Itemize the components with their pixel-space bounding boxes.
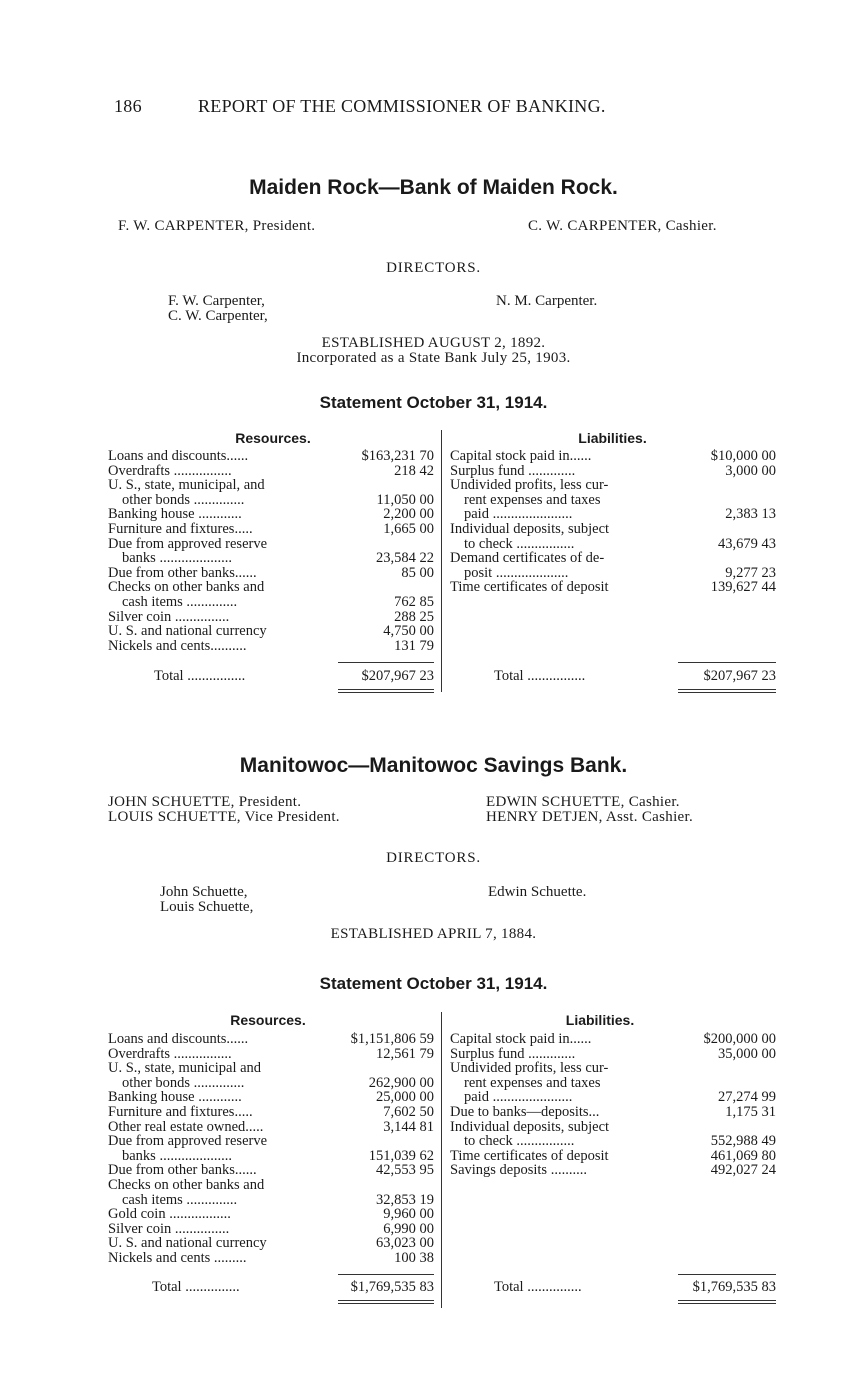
ledger-item-label: Other real estate owned..... [108, 1118, 264, 1135]
ledger-item-label: Overdrafts ................ [108, 462, 232, 479]
total-double-rule [338, 692, 434, 693]
ledger-item-label: Banking house ............ [108, 1089, 242, 1106]
directors-heading: DIRECTORS. [386, 260, 481, 276]
ledger-row [108, 449, 434, 464]
incorporated-line: Incorporated as a State Bank July 25, 1903. [296, 350, 571, 366]
ledger-item-amount: 139,627 44 [710, 579, 776, 596]
page-number: 186 [114, 96, 142, 116]
total-double-rule [338, 1300, 434, 1301]
ledger-row [108, 1178, 434, 1193]
ledger-row [108, 610, 434, 625]
column-divider [441, 1012, 442, 1308]
ledger-item-label: Savings deposits .......... [450, 1162, 587, 1179]
resources-heading: Resources. [235, 430, 311, 446]
director-name: F. W. Carpenter, [168, 293, 265, 309]
ledger-item-amount: $163,231 70 [361, 448, 434, 464]
ledger-item-label: Time certificates of deposit [450, 1147, 609, 1164]
ledger-row [108, 464, 434, 479]
ledger-row [108, 478, 434, 493]
resources-heading: Resources. [230, 1012, 306, 1028]
officer-president: F. W. CARPENTER, President. [118, 218, 316, 234]
ledger-item-amount: 762 85 [394, 593, 434, 610]
total-double-rule [678, 689, 776, 690]
ledger-row [108, 1207, 434, 1222]
ledger-row [450, 1120, 776, 1135]
liabilities-total-label: Total ............... [494, 1279, 582, 1295]
ledger-item-amount: 1,665 00 [383, 520, 434, 537]
liabilities-list [450, 1032, 776, 1178]
ledger-row [108, 1105, 434, 1120]
ledger-row [450, 1134, 776, 1149]
ledger-row [108, 1149, 434, 1164]
liabilities-heading: Liabilities. [578, 430, 647, 446]
officer-cashier: C. W. CARPENTER, Cashier. [528, 218, 717, 234]
ledger-item-label: Overdrafts ................ [108, 1045, 232, 1062]
ledger-row [108, 1236, 434, 1251]
ledger-item-amount: $10,000 00 [710, 448, 776, 464]
ledger-item-amount: 3,144 81 [383, 1118, 434, 1135]
liabilities-heading: Liabilities. [565, 1012, 635, 1028]
director-name: C. W. Carpenter, [168, 308, 268, 324]
ledger-row [108, 1251, 434, 1266]
established-line: ESTABLISHED AUGUST 2, 1892. [321, 335, 546, 351]
ledger-row [450, 551, 776, 566]
officer-asst-cashier: HENRY DETJEN, Asst. Cashier. [486, 809, 694, 825]
total-rule [678, 662, 776, 663]
ledger-item-label: Due from approved reserve [108, 1133, 268, 1150]
ledger-item-amount: 262,900 00 [368, 1074, 434, 1091]
ledger-item-label: posit .................... [464, 564, 569, 581]
ledger-item-label: Due from other banks...... [108, 1162, 257, 1179]
ledger-row [450, 566, 776, 581]
bank-title: Manitowoc—Manitowoc Savings Bank. [239, 754, 628, 777]
statement-title: Statement October 31, 1914. [319, 393, 548, 412]
ledger-item-label: paid ...................... [464, 506, 573, 523]
ledger-row [108, 1047, 434, 1062]
ledger-item-amount: 35,000 00 [718, 1045, 776, 1062]
ledger-item-label: Undivided profits, less cur- [450, 1060, 609, 1077]
liabilities-total-amount: $207,967 23 [703, 668, 776, 684]
ledger-row [108, 1076, 434, 1091]
ledger-item-label: U. S. and national currency [108, 623, 267, 640]
ledger-item-label: banks .................... [122, 1147, 232, 1164]
ledger-row [450, 1105, 776, 1120]
ledger-item-label: Demand certificates of de- [450, 550, 605, 567]
established-line: ESTABLISHED APRIL 7, 1884. [330, 926, 537, 942]
ledger-item-label: Banking house ............ [108, 506, 242, 523]
total-rule [338, 1274, 434, 1275]
ledger-item-amount: 27,274 99 [718, 1089, 776, 1106]
total-rule [338, 662, 434, 663]
ledger-item-amount: 63,023 00 [376, 1235, 434, 1252]
ledger-row [450, 449, 776, 464]
ledger-item-amount: 25,000 00 [376, 1089, 434, 1106]
ledger-item-amount: 100 38 [394, 1249, 434, 1266]
director-name: John Schuette, [160, 884, 248, 900]
ledger-item-label: Silver coin ............... [108, 1220, 230, 1237]
resources-total-amount: $1,769,535 83 [350, 1279, 434, 1295]
ledger-item-amount: $1,151,806 59 [350, 1031, 434, 1047]
ledger-row [450, 507, 776, 522]
ledger-item-amount: 2,200 00 [383, 506, 434, 523]
ledger-item-label: Due from approved reserve [108, 535, 268, 552]
ledger-row [108, 624, 434, 639]
ledger-item-label: Gold coin ................. [108, 1206, 231, 1223]
ledger-row [108, 1163, 434, 1178]
ledger-item-amount: 131 79 [394, 637, 434, 654]
total-double-rule [678, 1300, 776, 1301]
officer-cashier: EDWIN SCHUETTE, Cashier. [486, 794, 680, 810]
total-double-rule [678, 1303, 776, 1304]
total-double-rule [338, 1303, 434, 1304]
ledger-item-label: Due to banks—deposits... [450, 1103, 600, 1120]
ledger-item-amount: 42,553 95 [376, 1162, 434, 1179]
ledger-item-label: rent expenses and taxes [464, 491, 601, 508]
ledger-row [450, 493, 776, 508]
ledger-row [108, 1120, 434, 1135]
ledger-item-label: other bonds .............. [122, 491, 245, 508]
bank-title: Maiden Rock—Bank of Maiden Rock. [249, 176, 618, 199]
ledger-row [108, 580, 434, 595]
ledger-item-label: Capital stock paid in...... [450, 448, 592, 464]
ledger-item-label: Individual deposits, subject [450, 1118, 610, 1135]
ledger-item-label: rent expenses and taxes [464, 1074, 601, 1091]
ledger-item-amount: 218 42 [394, 462, 434, 479]
running-title: REPORT OF THE COMMISSIONER OF BANKING. [198, 96, 606, 116]
ledger-item-label: Loans and discounts...... [108, 1031, 249, 1047]
director-name: Louis Schuette, [160, 899, 254, 915]
resources-total-label: Total ................ [154, 668, 246, 684]
ledger-item-label: Nickels and cents.......... [108, 637, 247, 654]
ledger-item-amount: 7,602 50 [383, 1103, 434, 1120]
statement-title: Statement October 31, 1914. [319, 974, 548, 993]
officer-vice-president: LOUIS SCHUETTE, Vice President. [108, 809, 340, 825]
ledger-row [108, 1193, 434, 1208]
ledger-row [108, 1061, 434, 1076]
ledger-row [108, 493, 434, 508]
ledger-row [450, 1047, 776, 1062]
ledger-item-label: Checks on other banks and [108, 579, 265, 596]
ledger-row [108, 1032, 434, 1047]
ledger-item-label: U. S., state, municipal and [108, 1060, 262, 1077]
officer-president: JOHN SCHUETTE, President. [108, 794, 302, 810]
ledger-item-label: Loans and discounts...... [108, 448, 249, 464]
ledger-row [450, 580, 776, 595]
ledger-row [108, 551, 434, 566]
ledger-row [108, 537, 434, 552]
ledger-item-amount: 461,069 80 [710, 1147, 776, 1164]
ledger-row [450, 478, 776, 493]
ledger-item-amount: 85 00 [401, 564, 434, 581]
ledger-item-label: Nickels and cents ......... [108, 1249, 247, 1266]
ledger-item-label: to check ................ [464, 1133, 575, 1150]
ledger-row [450, 522, 776, 537]
ledger-item-label: Surplus fund ............. [450, 1045, 576, 1062]
liabilities-list [450, 449, 776, 595]
ledger-row [108, 522, 434, 537]
column-divider [441, 430, 442, 692]
ledger-row [108, 507, 434, 522]
ledger-item-label: Capital stock paid in...... [450, 1031, 592, 1047]
ledger-item-amount: $200,000 00 [703, 1031, 776, 1047]
ledger-item-amount: 6,990 00 [383, 1220, 434, 1237]
ledger-row [108, 639, 434, 654]
ledger-item-amount: 23,584 22 [376, 550, 434, 567]
ledger-row [108, 595, 434, 610]
ledger-item-amount: 288 25 [394, 608, 434, 625]
ledger-item-amount: 151,039 62 [368, 1147, 434, 1164]
resources-list [108, 1032, 434, 1266]
ledger-row [450, 1149, 776, 1164]
directors-heading: DIRECTORS. [386, 850, 481, 866]
resources-total-amount: $207,967 23 [361, 668, 434, 684]
ledger-item-label: Checks on other banks and [108, 1176, 265, 1193]
ledger-row [108, 566, 434, 581]
ledger-item-label: U. S., state, municipal, and [108, 477, 265, 494]
ledger-row [450, 1032, 776, 1047]
ledger-row [450, 1090, 776, 1105]
ledger-row [450, 1163, 776, 1178]
ledger-item-label: Silver coin ............... [108, 608, 230, 625]
ledger-row [108, 1222, 434, 1237]
ledger-row [450, 464, 776, 479]
ledger-item-label: to check ................ [464, 535, 575, 552]
ledger-item-amount: 492,027 24 [710, 1162, 776, 1179]
ledger-item-amount: 9,277 23 [725, 564, 776, 581]
ledger-item-label: cash items .............. [122, 593, 238, 610]
liabilities-total-amount: $1,769,535 83 [692, 1279, 776, 1295]
ledger-item-label: Individual deposits, subject [450, 520, 610, 537]
ledger-row [108, 1090, 434, 1105]
total-rule [678, 1274, 776, 1275]
ledger-item-label: Furniture and fixtures..... [108, 520, 253, 537]
ledger-item-label: paid ...................... [464, 1089, 573, 1106]
ledger-item-amount: 3,000 00 [725, 462, 776, 479]
ledger-item-amount: 4,750 00 [383, 623, 434, 640]
ledger-item-amount: 1,175 31 [725, 1103, 776, 1120]
ledger-item-amount: 2,383 13 [725, 506, 776, 523]
total-double-rule [678, 692, 776, 693]
ledger-item-amount: 43,679 43 [718, 535, 776, 552]
ledger-item-label: other bonds .............. [122, 1074, 245, 1091]
ledger-row [108, 1134, 434, 1149]
ledger-item-amount: 32,853 19 [376, 1191, 434, 1208]
ledger-item-amount: 9,960 00 [383, 1206, 434, 1223]
director-name: N. M. Carpenter. [496, 293, 598, 309]
ledger-item-amount: 552,988 49 [710, 1133, 776, 1150]
ledger-item-label: banks .................... [122, 550, 232, 567]
ledger-row [450, 1061, 776, 1076]
ledger-item-label: Furniture and fixtures..... [108, 1103, 253, 1120]
total-double-rule [338, 689, 434, 690]
resources-list [108, 449, 434, 653]
ledger-item-label: U. S. and national currency [108, 1235, 267, 1252]
ledger-item-label: Due from other banks...... [108, 564, 257, 581]
ledger-item-amount: 11,050 00 [376, 491, 434, 508]
ledger-item-label: Time certificates of deposit [450, 579, 609, 596]
director-name: Edwin Schuette. [488, 884, 587, 900]
liabilities-total-label: Total ................ [494, 668, 586, 684]
ledger-row [450, 537, 776, 552]
resources-total-label: Total ............... [152, 1279, 240, 1295]
ledger-row [450, 1076, 776, 1091]
ledger-item-label: cash items .............. [122, 1191, 238, 1208]
ledger-item-label: Undivided profits, less cur- [450, 477, 609, 494]
ledger-item-amount: 12,561 79 [376, 1045, 434, 1062]
ledger-item-label: Surplus fund ............. [450, 462, 576, 479]
